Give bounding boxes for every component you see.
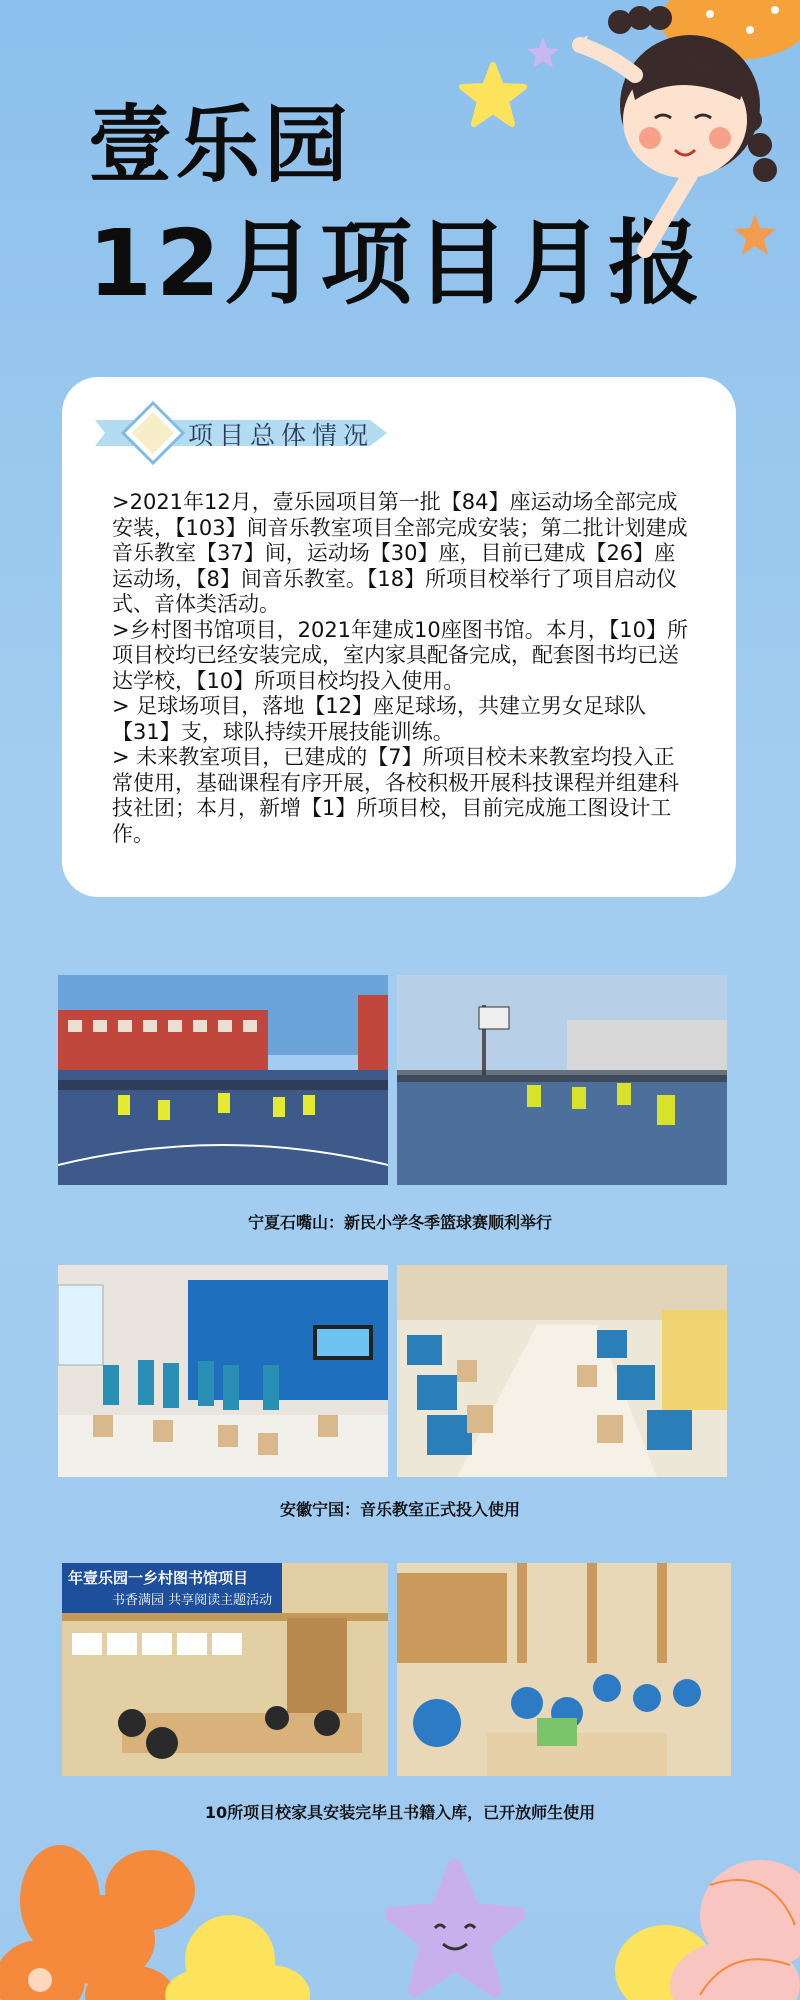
summary-text — [112, 490, 694, 847]
purple-star-icon — [525, 35, 561, 71]
gallery-caption: 10所项目校家具安装完毕且书籍入库，已开放师生使用 — [204, 1803, 596, 1822]
summary-paragraph: >乡村图书馆项目，2021年建成10座图书馆。本月，【10】所项目校均已经安装完成，室内家具配备完成，配套图书均已送达学校，【10】所项目校均投入使用。 — [112, 617, 688, 693]
page-title-line2: 12月项目月报 — [88, 210, 705, 317]
page-title-line1: 壹乐园 — [88, 96, 353, 194]
music-classroom-photo-1 — [58, 1265, 388, 1477]
bottom-right-flower-decoration — [560, 1845, 800, 2000]
summary-paragraph: >2021年12月，壹乐园项目第一批【84】座运动场全部完成安装，【103】间音乐教室项目全部完成安装；第二批计划建成音乐教室【37】间，运动场【30】座，目前已建成【26】座运动场，【8】间音乐教室。【18】所项目校举行了项目启动仪式、音体类活动。 — [112, 490, 688, 616]
basketball-photo-1 — [58, 975, 388, 1185]
orange-star-icon — [732, 212, 778, 258]
section-label: 项目总体情况 — [188, 421, 375, 450]
music-classroom-photo-2 — [397, 1265, 727, 1477]
yellow-star-icon — [458, 60, 528, 130]
smiling-star-icon — [385, 1858, 525, 2000]
basketball-photo-2 — [397, 975, 727, 1185]
library-banner-text: 年壹乐园一乡村图书馆项目 — [68, 1569, 249, 1587]
gallery-caption: 宁夏石嘴山：新民小学冬季篮球赛顺利举行 — [247, 1213, 552, 1232]
summary-paragraph: > 未来教室项目，已建成的【7】所项目校未来教室均投入正常使用，基础课程有序开展，各校积极开展科技课程并组建科技社团；本月，新增【1】所项目校，目前完成施工图设计工作。 — [112, 745, 679, 846]
summary-paragraph: > 足球场项目，落地【12】座足球场，共建立男女足球队【31】支，球队持续开展技能训练。 — [112, 694, 646, 744]
gallery-caption: 安徽宁国：音乐教室正式投入使用 — [279, 1500, 520, 1519]
library-photo-1 — [62, 1563, 388, 1776]
flower-decoration — [0, 1790, 330, 2000]
library-photo-2 — [397, 1563, 731, 1776]
library-banner-subtitle: 书香满园 共享阅读主题活动 — [112, 1593, 273, 1608]
